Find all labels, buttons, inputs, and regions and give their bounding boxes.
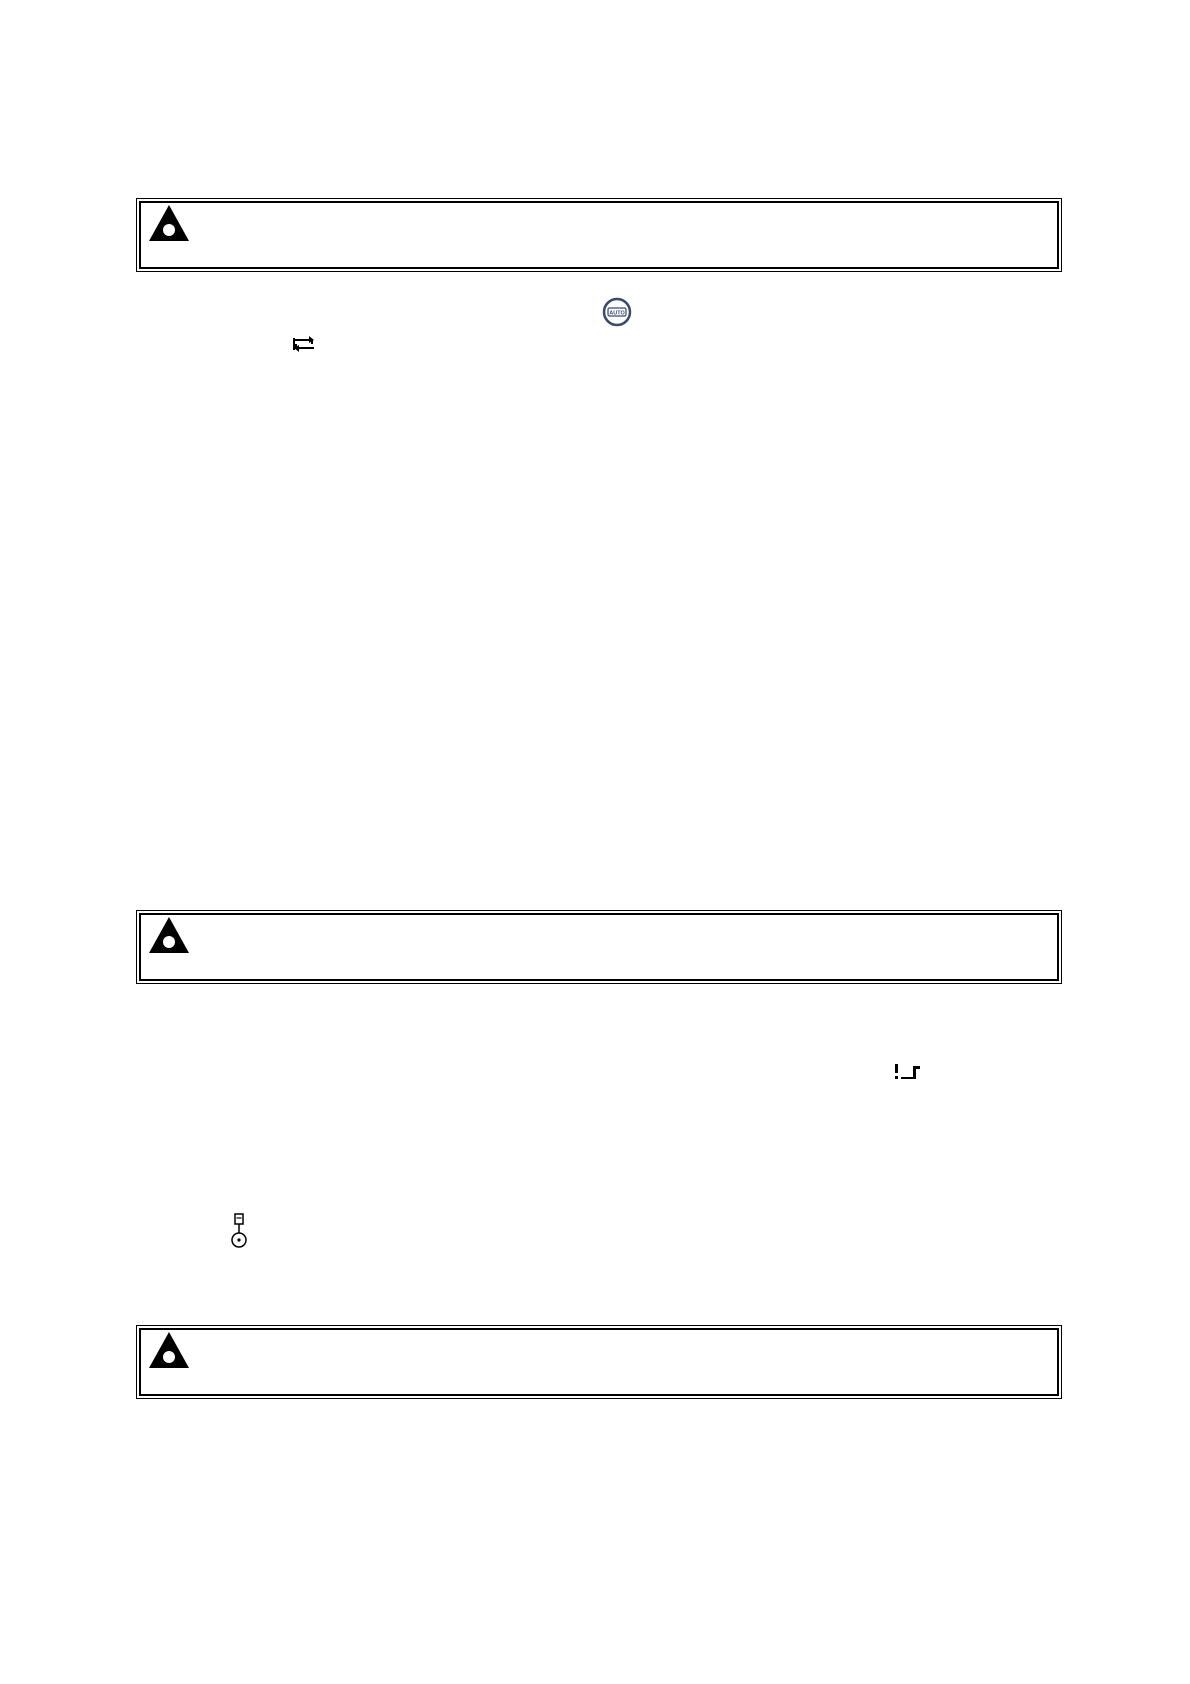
- probe-icon: [228, 1212, 250, 1250]
- warning-box-2: [136, 910, 1062, 984]
- warning-box-1: [136, 198, 1062, 272]
- warning-triangle-icon: [147, 915, 191, 955]
- auto-button-label: AUTO: [609, 310, 625, 317]
- warning-triangle-icon: [147, 203, 191, 243]
- warning-box-inner: [139, 201, 1059, 269]
- warning-triangle-icon: [147, 1330, 191, 1370]
- warning-box-inner: [139, 913, 1059, 981]
- level-bracket-icon: [893, 1062, 923, 1082]
- auto-button-icon: [602, 297, 632, 327]
- warning-box-3: [136, 1325, 1062, 1399]
- repeat-icon: [290, 334, 318, 354]
- warning-box-inner: [139, 1328, 1059, 1396]
